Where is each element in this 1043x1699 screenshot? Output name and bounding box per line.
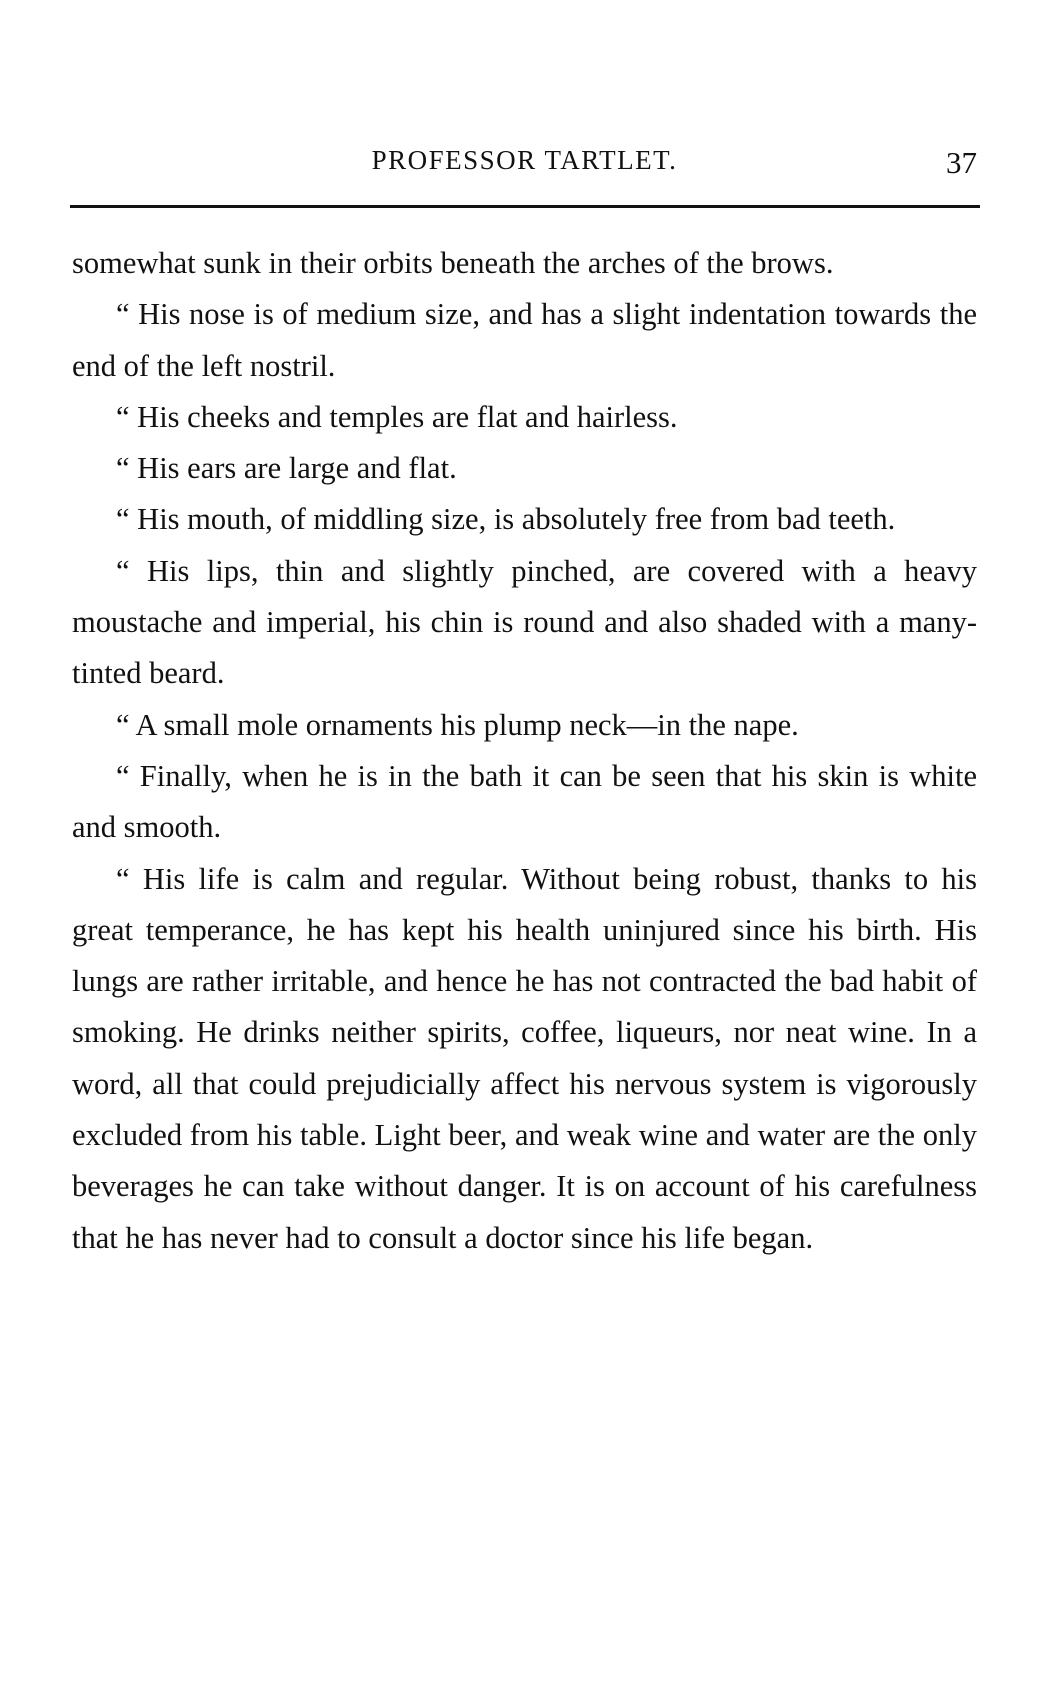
body-text [72, 238, 977, 1264]
paragraph: “ His ears are large and flat. [116, 451, 457, 486]
paragraph: “ Finally, when he is in the bath it can be seen that his skin is white and smooth. [72, 758, 977, 845]
running-title: PROFESSOR TARTLET. [371, 145, 678, 175]
paragraph: “ A small mole ornaments his plump neck—in the nape. [116, 707, 799, 742]
paragraph: “ His nose is of medium size, and has a slight indentation towards the end of the left nostril. [72, 297, 977, 383]
paragraph: “ His mouth, of middling size, is absolutely free from bad teeth. [116, 502, 896, 537]
paragraph: “ His life is calm and regular. Without being robust, thanks to his great temperance, he has kept his health uninjured since his birth. His lungs are rather irritable, and hence he has not contracted the bad habit of smoking. He drinks neither spirits, coffee, liqueurs, nor neat wine. In a word, all that could prejudicially affect his nervous system is vigorously excluded from his table. Light beer, and weak wine and water are the only beverages he can take without danger. It is on account of his carefulness that he has never had to consult a doctor since his life began. [72, 861, 977, 1255]
paragraph: “ His lips, thin and slightly pinched, are covered with a heavy moustache and imperial, his chin is round and also shaded with a many-tinted beard. [72, 553, 977, 691]
running-head [72, 140, 977, 190]
paragraph: somewhat sunk in their orbits beneath the arches of the brows. [72, 246, 834, 280]
page-number: 37 [946, 145, 977, 180]
paragraph: “ His cheeks and temples are flat and hairless. [116, 399, 678, 434]
header-rule [70, 205, 980, 208]
